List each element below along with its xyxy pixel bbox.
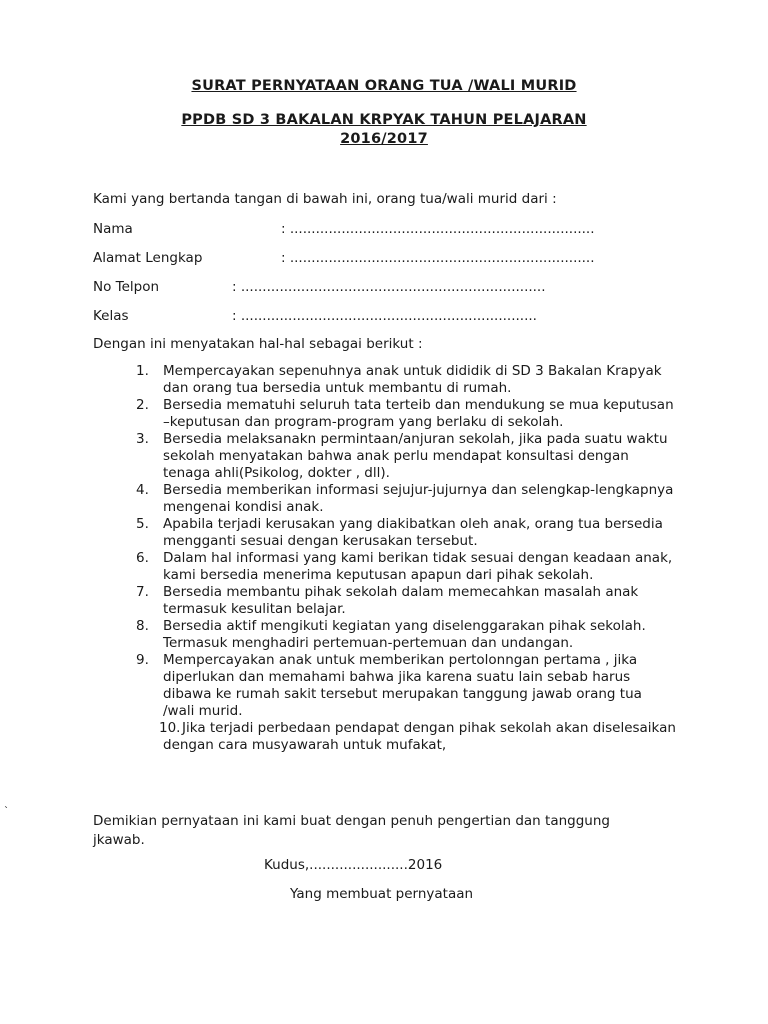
- list-item: [136, 516, 676, 550]
- statement-list: [136, 363, 676, 754]
- list-item: [136, 431, 676, 482]
- field-label: Alamat Lengkap: [93, 250, 203, 266]
- list-item: [136, 397, 676, 431]
- item-text: Mempercayakan anak untuk memberikan pertolonngan pertama , jika diperlukan dan memahami bahwa jika karena suatu lain sebab harus dibawa ke rumah sakit tersebut merupakan tanggung jawab orang tua /wali murid.: [163, 652, 642, 719]
- item-text: Bersedia membantu pihak sekolah dalam memecahkan masalah anak termasuk kesulitan belajar.: [163, 584, 639, 617]
- item-number: 3.: [136, 431, 149, 447]
- field-kelas: [93, 308, 537, 324]
- field-telpon: [93, 279, 546, 295]
- item-number: 8.: [136, 618, 149, 634]
- subtitle-line-1: PPDB SD 3 BAKALAN KRPYAK TAHUN PELAJARAN: [181, 112, 587, 128]
- intro-text: Kami yang bertanda tangan di bawah ini, orang tua/wali murid dari :: [93, 191, 557, 207]
- list-item: [136, 363, 676, 397]
- item-number: 7.: [136, 584, 149, 600]
- item-text: Bersedia aktif mengikuti kegiatan yang diselenggarakan pihak sekolah. Termasuk menghadiri pertemuan-pertemuan dan undangan.: [163, 618, 646, 651]
- item-text: Bersedia melaksanakn permintaan/anjuran sekolah, jika pada suatu waktu sekolah menyatakan bahwa anak perlu mendapat konsultasi dengan tenaga ahli(Psikolog, dokter , dll).: [163, 431, 668, 481]
- item-number: 10.: [159, 720, 181, 736]
- document-subtitle: [0, 111, 768, 149]
- field-blank: : .....................................................................: [232, 308, 537, 324]
- stray-mark: `: [4, 806, 9, 817]
- list-item: [136, 618, 676, 652]
- field-label: Kelas: [93, 308, 129, 324]
- field-nama: [93, 221, 595, 237]
- document-title: SURAT PERNYATAAN ORANG TUA /WALI MURID: [191, 78, 577, 94]
- list-item: [136, 720, 676, 754]
- list-item: [136, 482, 676, 516]
- field-blank: : .......................................................................: [281, 250, 595, 266]
- field-label: No Telpon: [93, 279, 160, 295]
- field-blank: : .......................................................................: [281, 221, 595, 237]
- item-number: 6.: [136, 550, 149, 566]
- item-number: 9.: [136, 652, 149, 668]
- signature-date: Kudus,.......................2016: [264, 857, 443, 873]
- item-number: 2.: [136, 397, 149, 413]
- item-text: Dalam hal informasi yang kami berikan tidak sesuai dengan keadaan anak, kami bersedia menerima keputusan apapun dari pihak sekolah.: [163, 550, 673, 583]
- field-blank: : .......................................................................: [232, 279, 546, 295]
- item-number: 5.: [136, 516, 149, 532]
- list-item: [136, 584, 676, 618]
- item-text: Bersedia mematuhi seluruh tata terteib dan mendukung se mua keputusan –keputusan dan program-program yang berlaku di sekolah.: [163, 397, 674, 430]
- field-label: Nama: [93, 221, 133, 237]
- item-number: 4.: [136, 482, 149, 498]
- item-number: 1.: [136, 363, 149, 379]
- closing-text: Demikian pernyataan ini kami buat dengan penuh pengertian dan tanggung jkawab.: [93, 813, 610, 848]
- subtitle-line-2: 2016/2017: [340, 131, 428, 147]
- field-alamat: [93, 250, 595, 266]
- list-item: [136, 652, 676, 720]
- item-text: Bersedia memberikan informasi sejujur-jujurnya dan selengkap-lengkapnya mengenai kondisi anak.: [163, 482, 674, 515]
- item-text: Apabila terjadi kerusakan yang diakibatkan oleh anak, orang tua bersedia mengganti sesuai dengan kerusakan tersebut.: [163, 516, 663, 549]
- statement-lead: Dengan ini menyatakan hal-hal sebagai berikut :: [93, 336, 423, 352]
- list-item: [136, 550, 676, 584]
- signer-label: Yang membuat pernyataan: [290, 886, 474, 902]
- item-text: Mempercayakan sepenuhnya anak untuk dididik di SD 3 Bakalan Krapyak dan orang tua bersedia untuk membantu di rumah.: [163, 363, 662, 396]
- item-text: Jika terjadi perbedaan pendapat dengan pihak sekolah akan diselesaikan dengan cara musyawarah untuk mufakat,: [163, 720, 676, 753]
